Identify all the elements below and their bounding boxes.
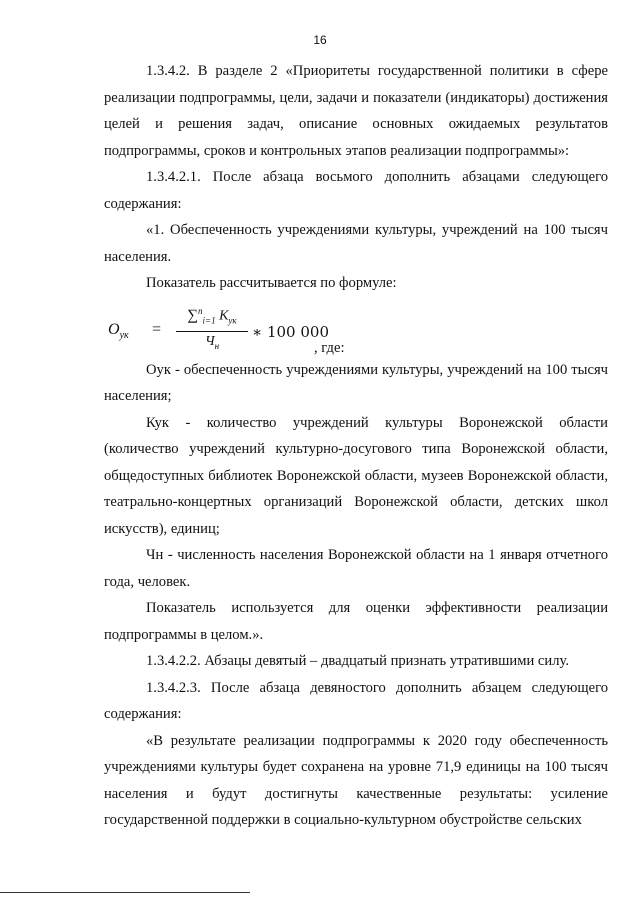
- paragraph-formula-intro: Показатель рассчитывается по формуле:: [146, 275, 397, 291]
- paragraph-results-2020: «В результате реализации подпрограммы к 2020 году обеспеченность учреждениями культуры будет сохранена на уровне 71,9 единицы на 100 тысяч населения и будут достигнуты качественные результаты: усиление государственной поддержки в социально-культурном обустройстве сельских: [104, 732, 608, 828]
- paragraph-section-2-header: 1.3.4.2. В разделе 2 «Приоритеты государственной политики в сфере реализации подпрограммы, цели, задачи и показатели (индикаторы) достижения целей и решения задач, описание основных ожидаемых результатов подпрограммы, сроков и контрольных этапов реализации подпрограммы»:: [104, 63, 608, 159]
- formula-denominator: $Ч_н$: [204, 333, 220, 351]
- formula-fraction: [176, 301, 248, 356]
- paragraph-chn-definition: Чн - численность населения Воронежской области на 1 января отчетного года, человек.: [104, 547, 608, 590]
- formula-multiplier: ∗ 100 000: [252, 322, 329, 341]
- paragraph-ouk-definition: Оук - обеспеченность учреждениями культуры, учреждений на 100 тысяч населения;: [104, 361, 608, 404]
- formula-equals: =: [152, 320, 162, 338]
- paragraph-after-ninetieth: 1.3.4.2.3. После абзаца девяностого дополнить абзацем следующего содержания:: [104, 679, 608, 722]
- formula-where: , где:: [314, 339, 345, 356]
- paragraph-indicator-usage: Показатель используется для оценки эффективности реализации подпрограммы в целом.».: [104, 600, 608, 643]
- paragraph-abzacy-void: 1.3.4.2.2. Абзацы девятый – двадцатый признать утратившими силу.: [146, 653, 569, 669]
- formula-lhs: $О_{ук}$: [108, 320, 129, 341]
- footnote-rule: [0, 892, 250, 893]
- page-number: 16: [313, 33, 327, 47]
- formula: [104, 299, 608, 357]
- document-body: [104, 58, 608, 834]
- paragraph-after-eighth: 1.3.4.2.1. После абзаца восьмого дополнить абзацами следующего содержания:: [104, 169, 608, 212]
- paragraph-kuk-definition: Кук - количество учреждений культуры Воронежской области (количество учреждений культурно-досугового типа Воронежской области, общедоступных библиотек Воронежской области, музеев Воронежской области, театрально-концертных организаций Воронежской области, детских школ искусств), единиц;: [104, 414, 608, 537]
- paragraph-indicator-1: «1. Обеспеченность учреждениями культуры, учреждений на 100 тысяч населения.: [104, 222, 608, 265]
- formula-numerator: ∑$^n_{i=1}$ $К_{ук}$: [176, 301, 248, 332]
